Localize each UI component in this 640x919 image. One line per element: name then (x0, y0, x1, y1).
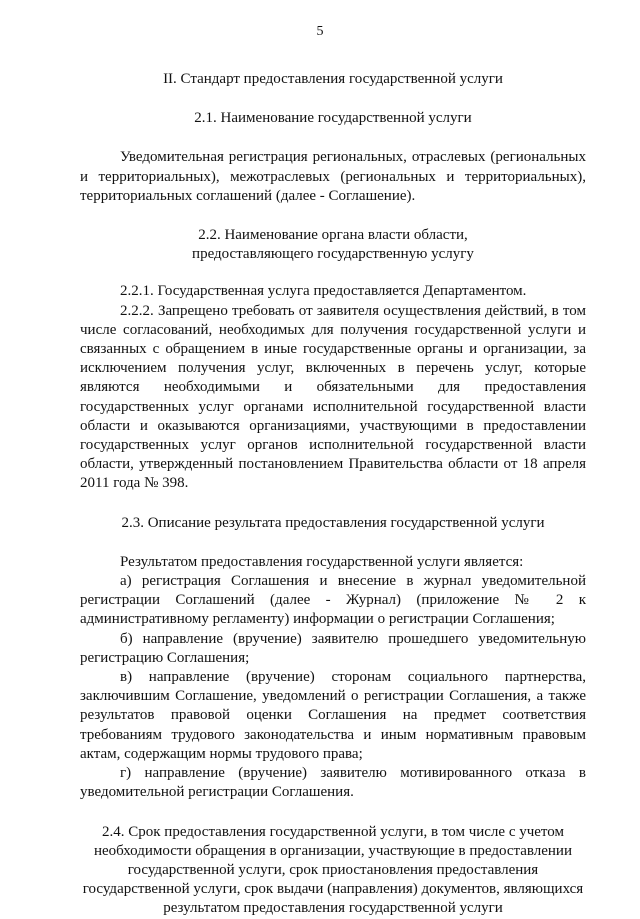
heading-2-4-line-2: необходимости обращения в организации, участвующие в предоставлении (94, 842, 572, 859)
paragraph-2-1: Уведомительная регистрация региональных, отраслевых (региональных и территориальных), межотраслевых (региональных и территориальных), территориальных соглашений (далее - Соглашение). (80, 149, 586, 204)
document-body (80, 70, 586, 919)
heading-2-2-line-1: 2.2. Наименование органа власти области, (198, 227, 468, 244)
paragraph-2-2-2: 2.2.2. Запрещено требовать от заявителя осуществления действий, в том числе согласований, необходимых для получения государственной услуги и связанных с обращением в иные государственные органы и организации, за исключением получения услуг, включенных в перечень услуг, которые являются необходимыми и обязательными для предоставления государственных услуг органами исполнительной государственной власти области и оказываются организациями, участвующими в предоставлении государственных услуг органов исполнительной государственной власти области, утвержденный постановлением Правительства области от 18 апреля 2011 года № 398. (80, 302, 586, 492)
heading-2-4-line-3: государственной услуги, срок приостановления предоставления (127, 861, 539, 878)
list-item-b: б) направление (вручение) заявителю прошедшего уведомительную регистрацию Соглашения; (80, 630, 586, 666)
heading-2-4-line-1: 2.4. Срок предоставления государственной услуги, в том числе с учетом (102, 823, 564, 840)
list-item-a: а) регистрация Соглашения и внесение в журнал уведомительной регистрации Соглашений (далее - Журнал) (приложение № 2 к административному регламенту) информации о регистрации Соглашения; (80, 573, 586, 628)
heading-2-2-line-2: предоставляющего государственную услугу (192, 246, 474, 263)
section-title: II. Стандарт предоставления государственной услуги (163, 71, 503, 87)
heading-2-4-line-5: результатом предоставления государственной услуги (163, 900, 503, 917)
heading-2-4-line-4: государственной услуги, срок выдачи (направления) документов, являющихся (82, 881, 584, 898)
list-item-g: г) направление (вручение) заявителю мотивированного отказа в уведомительной регистрации Соглашения. (80, 765, 586, 801)
heading-2-1: 2.1. Наименование государственной услуги (194, 110, 472, 127)
paragraph-2-2-1: 2.2.1. Государственная услуга предоставляется Департаментом. (120, 283, 527, 300)
list-item-v: в) направление (вручение) сторонам социального партнерства, заключившим Соглашение, уведомлений о регистрации Соглашения, а также результатов правовой оценки Соглашения на предмет соответствия требованиям трудового законодательства и иным нормативным правовым актам, содержащим нормы трудового права; (80, 669, 586, 762)
heading-2-3: 2.3. Описание результата предоставления государственной услуги (121, 514, 545, 531)
page-number: 5 (316, 24, 324, 39)
paragraph-2-3-intro: Результатом предоставления государственной услуги является: (120, 553, 524, 570)
